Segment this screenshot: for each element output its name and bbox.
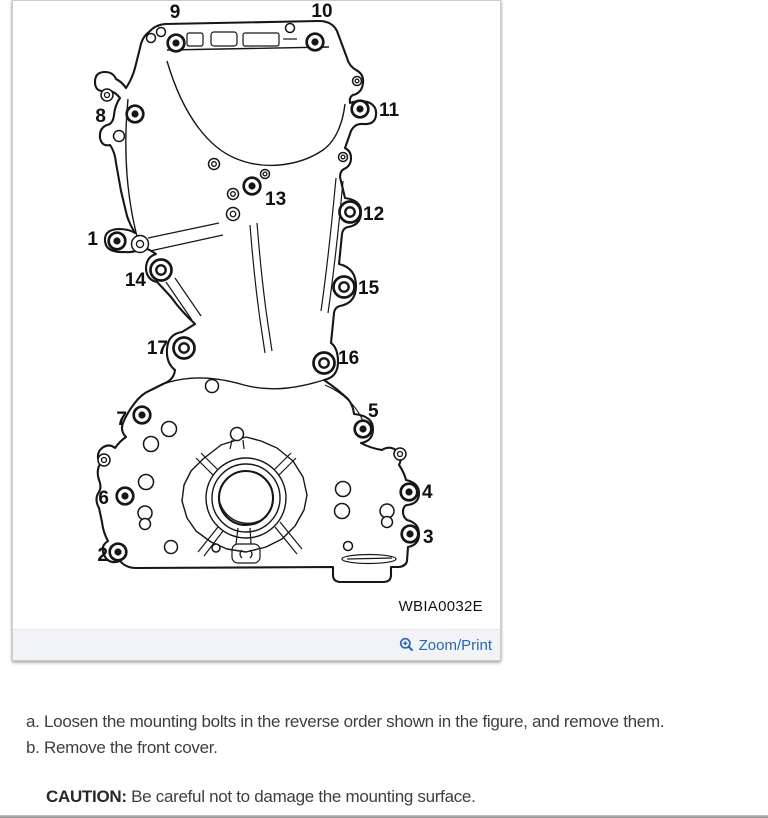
crank-crescent: [220, 503, 267, 523]
cover-hole: [286, 24, 295, 33]
cover-hole: [339, 153, 348, 162]
bolt-label-3: 3: [423, 527, 434, 548]
bolt-label-10: 10: [311, 1, 333, 22]
cover-hole: [144, 437, 159, 452]
pump-ring: [212, 464, 280, 532]
zoom-print-link[interactable]: [399, 637, 492, 654]
cover-hole: [227, 208, 240, 221]
bolt-7: [134, 407, 151, 424]
cover-hole: [353, 77, 362, 86]
bolt-5: [355, 421, 372, 438]
zoom-magnifier-icon: [399, 637, 415, 653]
step-b-text: Remove the front cover.: [44, 738, 218, 757]
bolt-label-1: 1: [87, 229, 98, 250]
center-ridge: [257, 223, 272, 351]
zoom-print-label: Zoom/Print: [418, 636, 492, 654]
procedure-steps: [26, 709, 664, 761]
step-a-label: a.: [26, 712, 40, 731]
bolt-15: [334, 277, 355, 298]
crank-key-lines: [236, 528, 251, 544]
flange-slot: [211, 32, 237, 46]
bolt-2: [110, 544, 127, 561]
step-a-text: Loosen the mounting bolts in the reverse order shown in the figure, and remove them.: [44, 712, 665, 731]
cover-hole: [162, 422, 177, 437]
bolt-label-11: 11: [379, 100, 400, 121]
hub-arm: [148, 223, 223, 251]
pump-housing: [182, 437, 307, 552]
keyhole-slot: [382, 517, 393, 528]
cover-hole: [228, 189, 239, 200]
bolt-17: [174, 338, 195, 359]
bolt-4: [401, 484, 418, 501]
bolt-label-16: 16: [338, 348, 360, 369]
figure-toolbar: [13, 629, 500, 660]
bolt-13: [244, 178, 261, 195]
flange-slot: [243, 33, 279, 46]
cover-hole: [165, 541, 178, 554]
bolt-label-8: 8: [95, 106, 106, 127]
cover-hole: [132, 236, 149, 253]
bolt-label-17: 17: [146, 338, 168, 359]
bolt-9: [168, 35, 185, 52]
cover-hole: [209, 159, 220, 170]
bolt-label-12: 12: [363, 204, 385, 225]
bolt-14: [151, 260, 172, 281]
bolt-label-6: 6: [98, 488, 109, 509]
bolt-label-13: 13: [265, 189, 287, 210]
cover-hole: [206, 380, 219, 393]
caution-label: CAUTION:: [46, 787, 127, 806]
bolt-16: [314, 353, 335, 374]
bolt-label-2: 2: [97, 545, 108, 566]
flange-face-line: [167, 47, 329, 50]
cover-hole: [139, 475, 154, 490]
caution-note: [46, 787, 476, 807]
bottom-lens-line: [347, 558, 392, 559]
bolt-label-14: 14: [124, 270, 146, 291]
figure-panel: [12, 0, 501, 661]
cover-hole: [114, 131, 125, 142]
bolt-6: [117, 488, 134, 505]
inner-opening-line: [167, 61, 345, 165]
bolt-10: [307, 34, 324, 51]
cover-hole: [212, 544, 220, 552]
bell-corner-line: [325, 385, 363, 421]
bolt-12: [340, 202, 361, 223]
step-b-label: b.: [26, 738, 40, 757]
flange-slot: [187, 33, 203, 46]
cover-hole: [157, 28, 166, 37]
bolt-label-5: 5: [368, 401, 379, 422]
step-a: [26, 709, 664, 735]
cover-hole: [336, 482, 351, 497]
bolt-3: [402, 526, 419, 543]
cover-hole: [335, 504, 350, 519]
pump-spoke: [275, 522, 302, 554]
bell-top-edge: [163, 378, 324, 389]
crank-key-box: [232, 544, 260, 563]
caution-text: Be careful not to damage the mounting surface.: [131, 787, 476, 806]
cover-hole: [394, 448, 406, 460]
bolt-label-15: 15: [358, 278, 380, 299]
keyhole-slot: [140, 519, 151, 530]
cover-hole: [98, 454, 110, 466]
bolt-8: [127, 106, 144, 123]
step-b: [26, 735, 664, 761]
timing-cover-diagram: [13, 1, 500, 599]
figure-code: WBIA0032E: [398, 598, 483, 615]
cover-hole: [231, 428, 244, 441]
bolt-1: [109, 233, 126, 250]
pump-spoke: [274, 453, 296, 475]
bolt-label-4: 4: [422, 482, 433, 503]
boss-stems: [230, 440, 244, 449]
bolt-11: [352, 101, 369, 118]
cover-hole: [147, 34, 156, 43]
bolt-label-9: 9: [169, 2, 181, 23]
cover-hole: [344, 542, 353, 551]
cover-hole: [261, 170, 270, 179]
bolt-label-7: 7: [116, 409, 127, 430]
cover-hole: [101, 89, 113, 101]
